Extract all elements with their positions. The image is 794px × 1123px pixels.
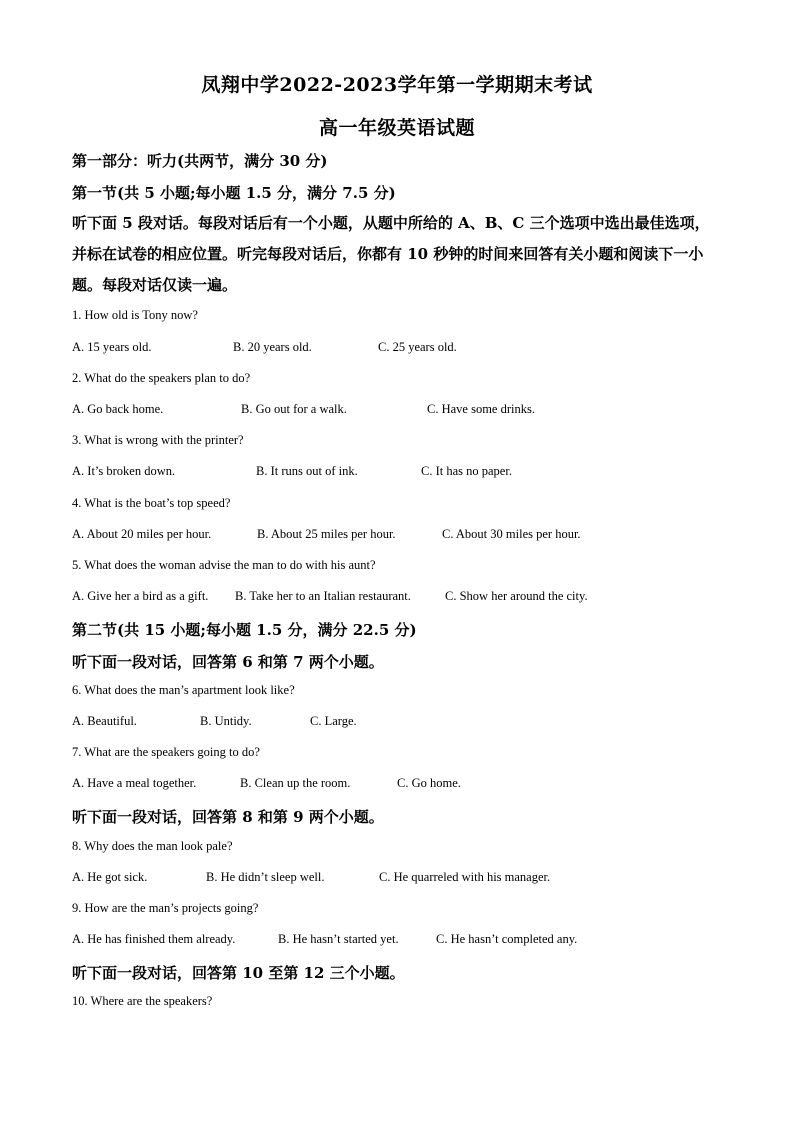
q1-option-c: C. 25 years old. <box>378 340 457 354</box>
q2-option-a: A. Go back home. <box>72 402 164 416</box>
question-3: 3. What is wrong with the printer? <box>72 433 244 447</box>
question-4: 4. What is the boat’s top speed? <box>72 496 231 510</box>
question-6: 6. What does the man’s apartment look like? <box>72 683 295 697</box>
q1-option-b: B. 20 years old. <box>233 340 312 354</box>
part1-heading: 第一部分：听力(共两节，满分 30 分) <box>72 152 328 170</box>
dialog-8-9-instruction: 听下面一段对话，回答第 8 和第 9 两个小题。 <box>72 808 384 826</box>
q5-option-b: B. Take her to an Italian restaurant. <box>235 589 411 603</box>
exam-title: 凤翔中学2022-2023学年第一学期期末考试 <box>201 74 593 96</box>
q7-option-b: B. Clean up the room. <box>240 776 351 790</box>
q6-option-b: B. Untidy. <box>200 714 252 728</box>
question-10: 10. Where are the speakers? <box>72 994 213 1008</box>
q4-option-a: A. About 20 miles per hour. <box>72 527 212 541</box>
q5-option-c: C. Show her around the city. <box>445 589 588 603</box>
q6-option-c: C. Large. <box>310 714 357 728</box>
q5-option-a: A. Give her a bird as a gift. <box>72 589 209 603</box>
q3-option-a: A. It’s broken down. <box>72 464 176 478</box>
question-9: 9. How are the man’s projects going? <box>72 901 259 915</box>
q8-option-b: B. He didn’t sleep well. <box>206 870 325 884</box>
question-2: 2. What do the speakers plan to do? <box>72 371 251 385</box>
q8-option-a: A. He got sick. <box>72 870 148 884</box>
q2-option-c: C. Have some drinks. <box>427 402 535 416</box>
question-7: 7. What are the speakers going to do? <box>72 745 260 759</box>
q2-option-b: B. Go out for a walk. <box>241 402 347 416</box>
q8-option-c: C. He quarreled with his manager. <box>379 870 551 884</box>
q4-option-c: C. About 30 miles per hour. <box>442 527 581 541</box>
q9-option-c: C. He hasn’t completed any. <box>436 932 578 946</box>
q3-option-b: B. It runs out of ink. <box>256 464 358 478</box>
dialog-6-7-instruction: 听下面一段对话，回答第 6 和第 7 两个小题。 <box>72 653 384 671</box>
dialog-10-12-instruction: 听下面一段对话，回答第 10 至第 12 三个小题。 <box>72 964 405 982</box>
q1-option-a: A. 15 years old. <box>72 340 152 354</box>
q6-option-a: A. Beautiful. <box>72 714 137 728</box>
q9-option-a: A. He has finished them already. <box>72 932 236 946</box>
section2-heading: 第二节(共 15 小题;每小题 1.5 分，满分 22.5 分) <box>72 621 417 639</box>
q4-option-b: B. About 25 miles per hour. <box>257 527 396 541</box>
question-1: 1. How old is Tony now? <box>72 308 198 322</box>
question-5: 5. What does the woman advise the man to do with his aunt? <box>72 558 376 572</box>
section1-heading: 第一节(共 5 小题;每小题 1.5 分，满分 7.5 分) <box>72 184 396 202</box>
section1-instructions: 听下面 5 段对话。每段对话后有一个小题，从题中所给的 A、B、C 三个选项中选出最佳选项，并标在试卷的相应位置。听完每段对话后，你都有 10 秒钟的时间来回答有关小题和阅读下一小题。每段对话仅读一遍。 <box>72 214 710 294</box>
q9-option-b: B. He hasn’t started yet. <box>278 932 399 946</box>
q7-option-c: C. Go home. <box>397 776 461 790</box>
q7-option-a: A. Have a meal together. <box>72 776 197 790</box>
q3-option-c: C. It has no paper. <box>421 464 512 478</box>
exam-subtitle: 高一年级英语试题 <box>318 117 475 139</box>
question-8: 8. Why does the man look pale? <box>72 839 233 853</box>
